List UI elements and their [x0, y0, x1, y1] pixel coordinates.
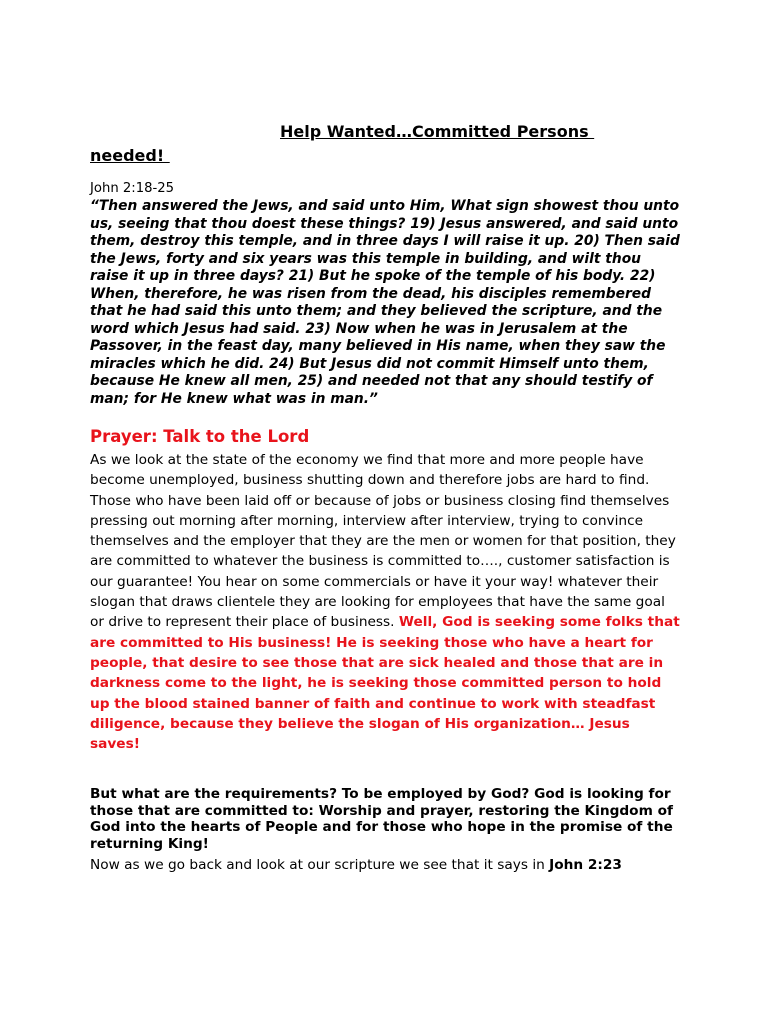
body-paragraph-text: As we look at the state of the economy we find that more and more people have become unemployed, business shutting down and therefore jobs are hard to find. Those who have been laid off or because of jobs or business closing find themselves pressing out morning after morning, interview after interview, trying to convince themselves and the employer that they are the men or women for that position, they are committed to whatever the business is committed to…., customer satisfaction is our guarantee! You hear on some commercials or have it your way! whatever their slogan that draws clientele they are looking for employees that have the same goal or drive to represent their place of business. [90, 452, 676, 631]
closing-text: Now as we go back and look at our scripture we see that it says in [90, 857, 550, 873]
scripture-quote: “Then answered the Jews, and said unto Him, What sign showest thou unto us, seeing that thou doest these things? 19) Jesus answered, and said unto them, destroy this temple, and in three days I will raise it up. 20) Then said the Jews, forty and six years was this temple in building, and wilt thou raise it up in three days? 21) But he spoke of the temple of his body. 22) When, therefore, he was risen from the dead, his disciples remembered that he had said this unto them; and they believed the scripture, and the word which Jesus had said. 23) Now when he was in Jerusalem at the Passover, in the feast day, many believed in His name, when they saw the miracles which he did. 24) But Jesus did not commit Himself unto them, because He knew all men, 25) and needed not that any should testify of man; for He knew what was in man.” [90, 198, 680, 407]
requirements-paragraph: But what are the requirements? To be employed by God? God is looking for those that are committed to: Worship and prayer, restoring the Kingdom of God into the hearts of People and for those who hope in the promise of the returning King! [90, 786, 673, 852]
scripture-reference: John 2:18-25 [90, 181, 175, 196]
closing-reference: John 2:23 [549, 857, 622, 873]
body-emphasis-text: Well, God is seeking some folks that are committed to His business! He is seeking those who have a heart for people, that desire to see those that are sick healed and those that are in darkness come to the light, he is seeking those committed person to hold up the blood stained banner of faith and continue to work with steadfast diligence, because they believe the slogan of His organization… Jesus saves! [90, 614, 680, 753]
closing-line [90, 857, 690, 873]
body-paragraph [90, 450, 680, 754]
document-title-continued: needed! [90, 146, 170, 165]
document-title: Help Wanted…Committed Persons [280, 122, 595, 141]
prayer-heading: Prayer: Talk to the Lord [90, 427, 310, 446]
